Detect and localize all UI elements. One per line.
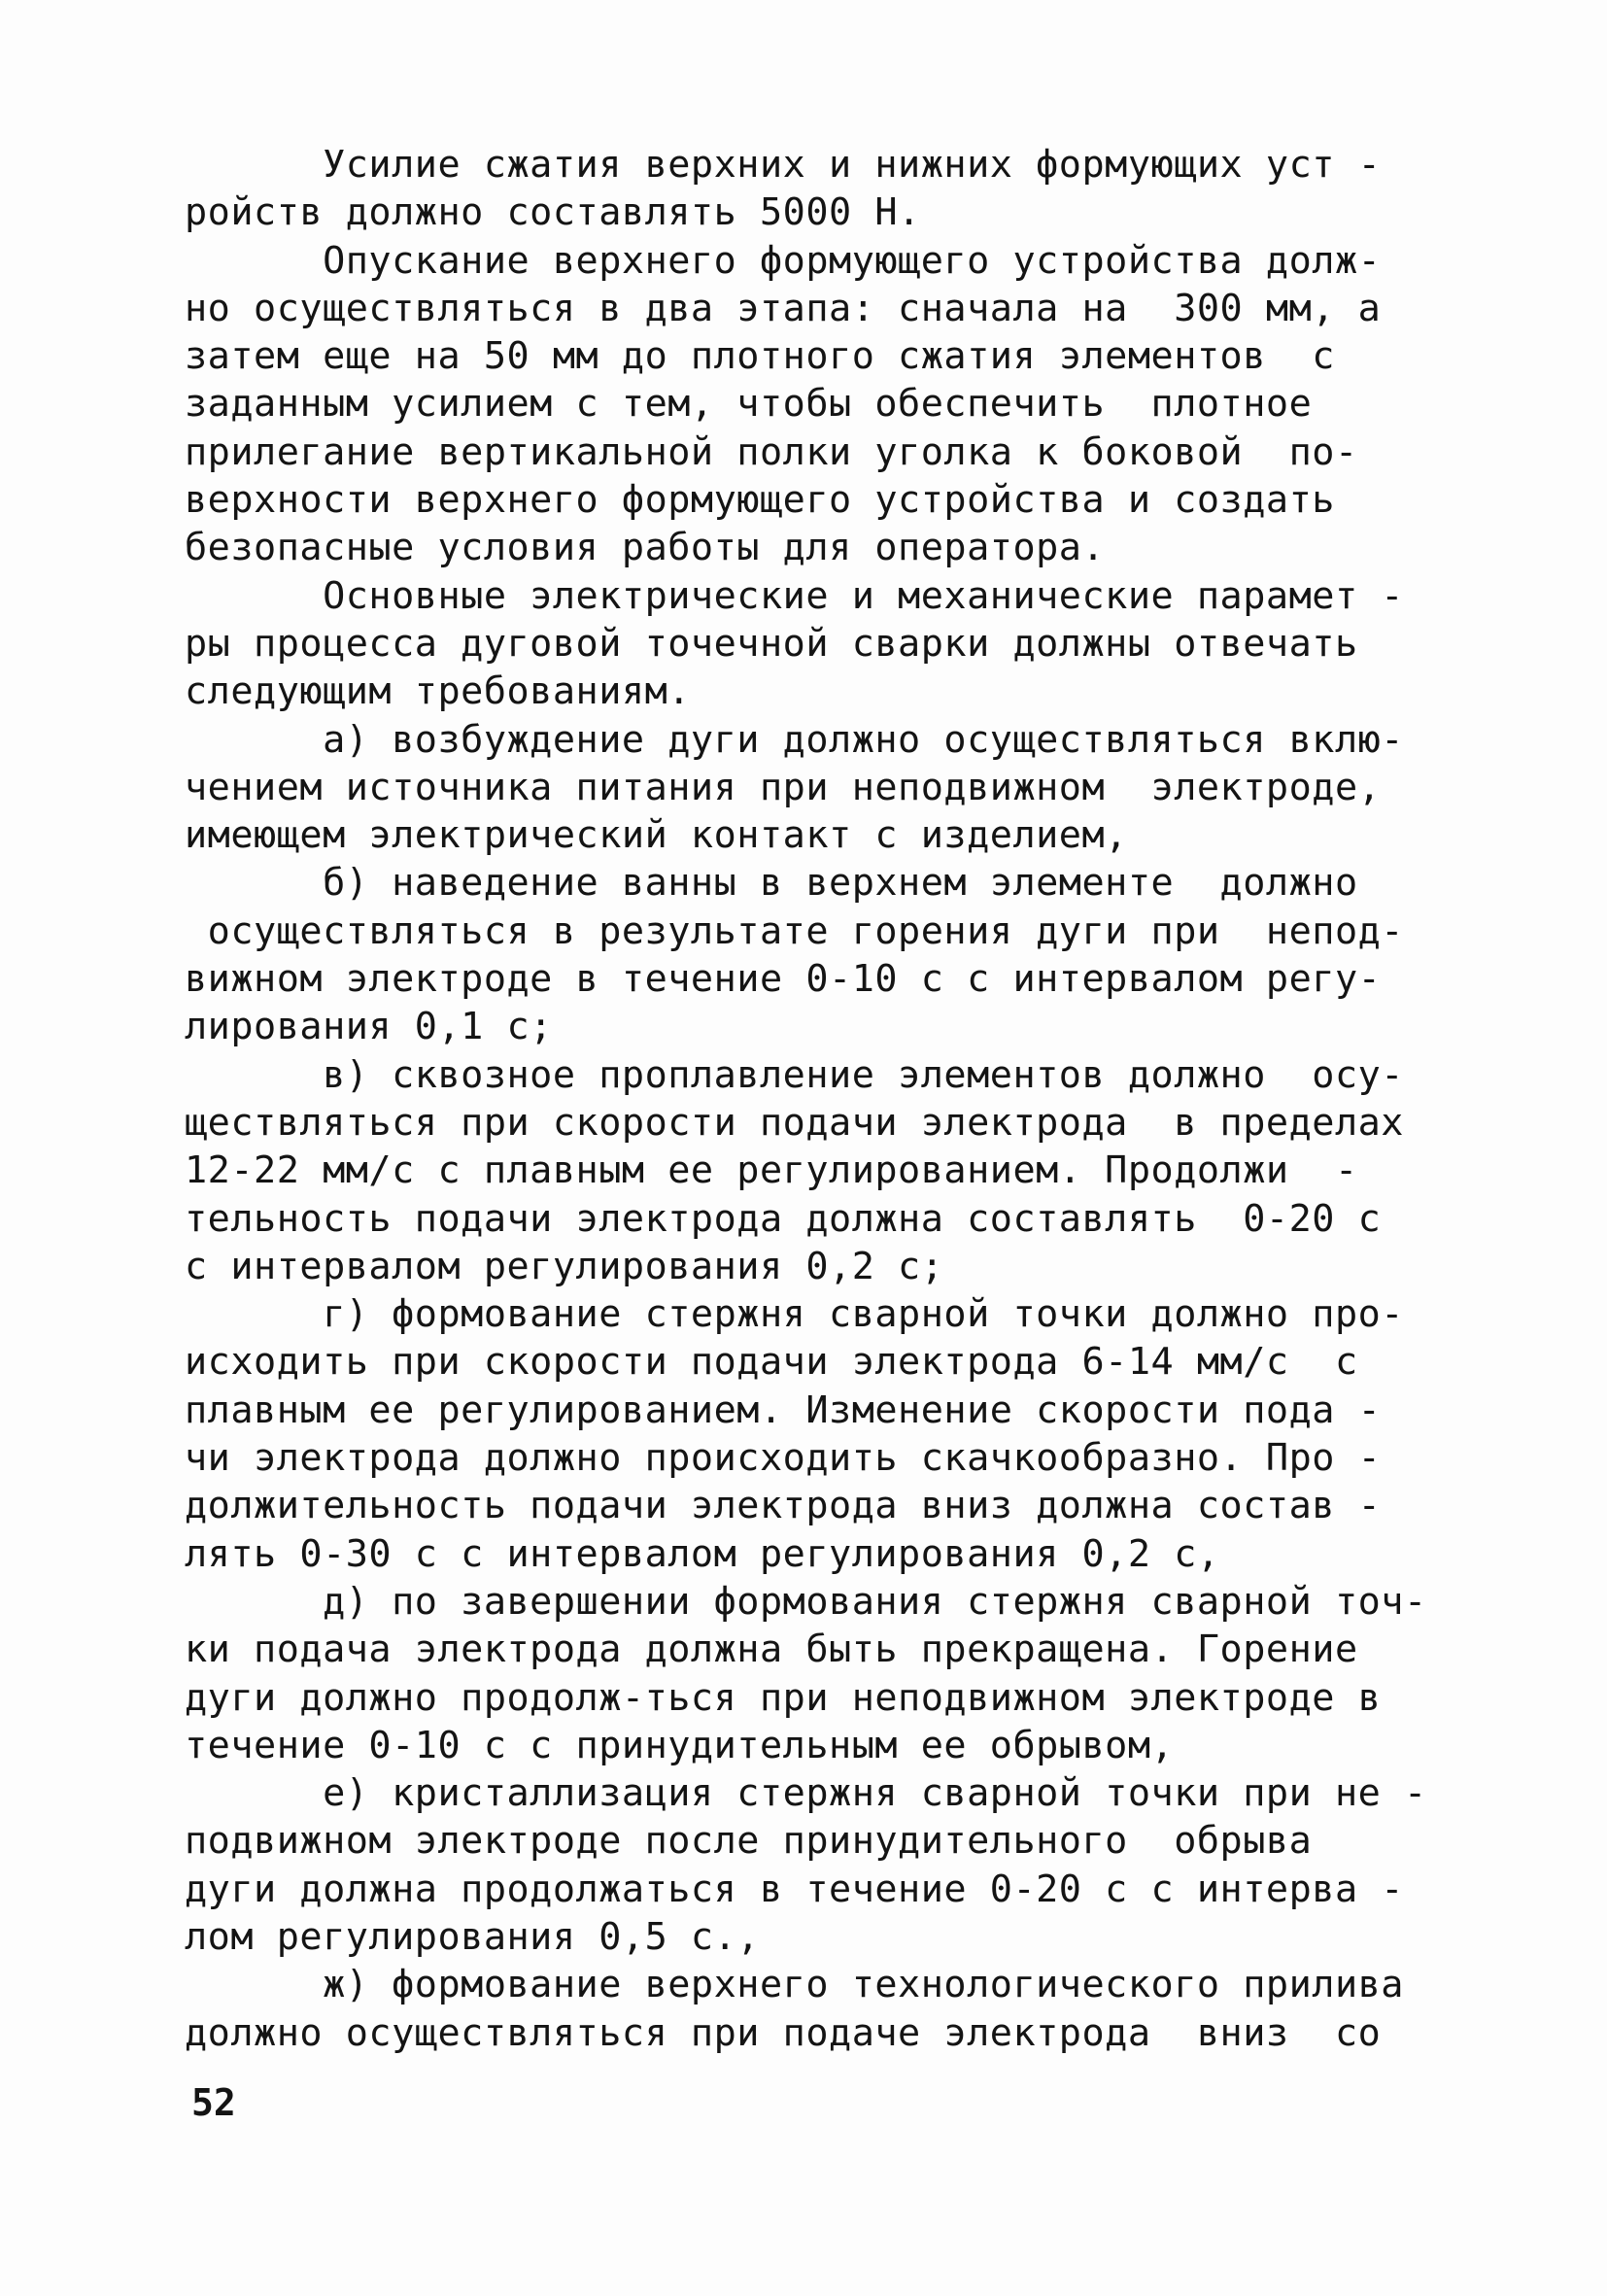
text-line: Усилие сжатия верхних и нижних формующих уст - [185, 143, 1382, 187]
text-line: Основные электрические и механические парамет - [185, 573, 1404, 618]
text-line: имеющем электрический контакт с изделием, [185, 813, 1128, 858]
text-line: а) возбуждение дуги должно осуществляться вклю- [185, 717, 1404, 762]
text-line: вижном электроде в течение 0-10 с с интервалом регу- [185, 957, 1382, 1002]
text-line: лять 0-30 с с интервалом регулирования 0,2 с, [185, 1531, 1220, 1576]
text-line: г) формование стержня сварной точки должно про- [185, 1292, 1404, 1337]
text-line: е) кристаллизация стержня сварной точки при не - [185, 1771, 1427, 1816]
text-line: Опускание верхнего формующего устройства долж- [185, 238, 1382, 283]
text-line: лом регулирования 0,5 с., [185, 1914, 760, 1959]
text-line: осуществляться в результате горения дуги при непод- [185, 908, 1404, 953]
text-line: ки подача электрода должна быть прекращена. Горение [185, 1628, 1358, 1672]
text-line: прилегание вертикальной полки уголка к боковой по- [185, 429, 1358, 474]
text-line: с интервалом регулирования 0,2 с; [185, 1244, 944, 1288]
text-line: 12-22 мм/с с плавным ее регулированием. Продолжи - [185, 1148, 1358, 1193]
text-line: чи электрода должно происходить скачкообразно. Про - [185, 1436, 1382, 1481]
text-line: чением источника питания при неподвижном электроде, [185, 765, 1382, 809]
text-line: ществляться при скорости подачи электрода в пределах [185, 1100, 1404, 1145]
text-line: ж) формование верхнего технологического прилива [185, 1963, 1404, 2007]
text-line: исходить при скорости подачи электрода 6-14 мм/с с [185, 1340, 1358, 1385]
text-line: лирования 0,1 с; [185, 1005, 553, 1049]
text-line: безопасные условия работы для оператора. [185, 526, 1106, 570]
page-number: 52 [191, 2081, 236, 2124]
text-line: течение 0-10 с с принудительным ее обрывом, [185, 1723, 1175, 1767]
text-line: дуги должна продолжаться в течение 0-20 с с интерва - [185, 1867, 1404, 1911]
text-line: заданным усилием с тем, чтобы обеспечить плотное [185, 382, 1313, 427]
text-line: плавным ее регулированием. Изменение скорости пода - [185, 1388, 1382, 1432]
text-line: следующим требованиям. [185, 669, 691, 714]
text-line: подвижном электроде после принудительного обрыва [185, 1819, 1313, 1864]
text-line: ройств должно составлять 5000 Н. [185, 190, 921, 235]
text-line: б) наведение ванны в верхнем элементе должно [185, 861, 1358, 906]
text-line: дуги должно продолж-ться при неподвижном электроде в [185, 1675, 1382, 1720]
body-text [185, 141, 1448, 2057]
text-line: в) сквозное проплавление элементов должно осу- [185, 1052, 1404, 1097]
text-line: должно осуществляться при подаче электрода вниз со [185, 2010, 1382, 2055]
text-line: ры процесса дуговой точечной сварки должны отвечать [185, 621, 1358, 666]
text-line: верхности верхнего формующего устройства и создать [185, 478, 1335, 523]
text-line: затем еще на 50 мм до плотного сжатия элементов с [185, 334, 1335, 379]
text-line: должительность подачи электрода вниз должна состав - [185, 1484, 1382, 1528]
text-line: тельность подачи электрода должна составлять 0-20 с [185, 1196, 1382, 1241]
text-line: д) по завершении формования стержня сварной точ- [185, 1579, 1427, 1624]
text-line: но осуществляться в два этапа: сначала на 300 мм, а [185, 286, 1382, 330]
